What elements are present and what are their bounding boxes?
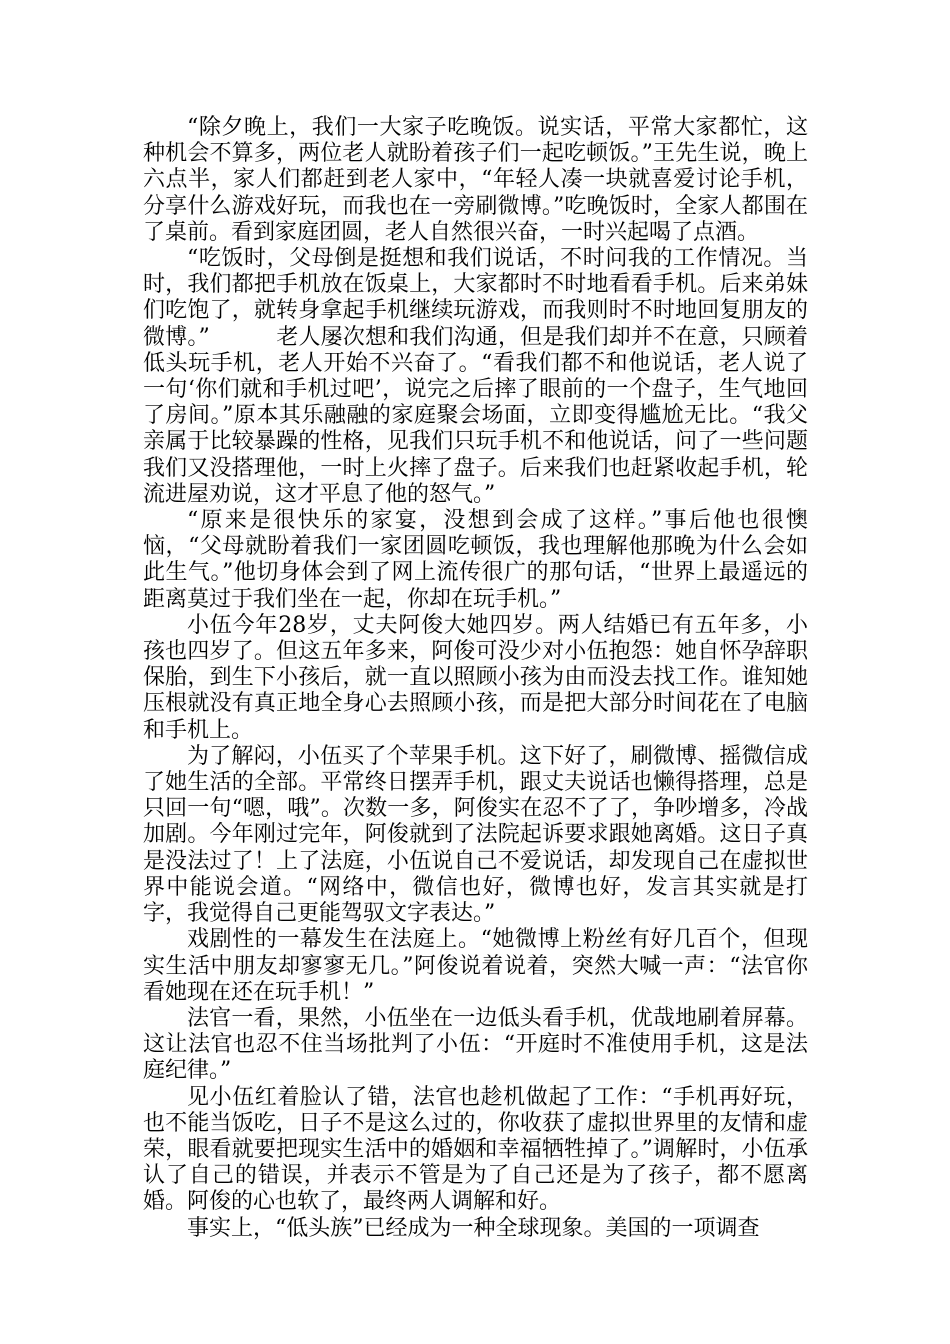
paragraph: “除夕晚上，我们一大家子吃晚饭。说实话，平常大家都忙，这种机会不算多，两位老人就盼着孩子们一起吃顿饭。”王先生说，晚上六点半，家人们都赶到老人家中，“年轻人凑一块就喜爱讨论手机，分享什么游戏好玩，而我也在一旁刷微博。”吃晚饭时，全家人都围在了桌前。看到家庭团圆，老人自然很兴奋，一时兴起喝了点酒。 — [143, 115, 808, 245]
paragraph: 戏剧性的一幕发生在法庭上。“她微博上粉丝有好几百个，但现实生活中朋友却寥寥无几。”阿俊说着说着，突然大喊一声：“法官你看她现在还在玩手机！” — [143, 927, 808, 1005]
paragraph: “原来是很快乐的家宴，没想到会成了这样。”事后他也很懊恼，“父母就盼着我们一家团圆吃顿饭，我也理解他那晚为什么会如此生气。”他切身体会到了网上流传很广的那句话，“世界上最遥远的距离莫过于我们坐在一起，你却在玩手机。” — [143, 508, 808, 612]
paragraph: 见小伍红着脸认了错，法官也趁机做起了工作：“手机再好玩，也不能当饭吃，日子不是这么过的，你收获了虚拟世界里的友情和虚荣，眼看就要把现实生活中的婚姻和幸福牺牲掉了。”调解时，小伍承认了自己的错误，并表示不管是为了自己还是为了孩子，都不愿离婚。阿俊的心也软了，最终两人调解和好。 — [143, 1084, 808, 1215]
paragraph: 事实上，“低头族”已经成为一种全球现象。美国的一项调查 — [187, 1215, 760, 1241]
article-body — [143, 115, 808, 1242]
paragraph: 小伍今年28岁，丈夫阿俊大她四岁。两人结婚已有五年多，小孩也四岁了。但这五年多来，阿俊可没少对小伍抱怨：她自怀孕辞职保胎，到生下小孩后，就一直以照顾小孩为由而没去找工作。谁知她压根就没有真正地全身心去照顾小孩，而是把大部分时间花在了电脑和手机上。 — [143, 612, 808, 743]
paragraph: 法官一看，果然，小伍坐在一边低头看手机，优哉地刷着屏幕。这让法官也忍不住当场批判了小伍：“开庭时不准使用手机，这是法庭纪律。” — [143, 1005, 808, 1084]
paragraph: “吃饭时，父母倒是挺想和我们说话，不时问我的工作情况。当时，我们都把手机放在饭桌上，大家都时不时地看看手机。后来弟妹们吃饱了，就转身拿起手机继续玩游戏，而我则时不时地回复朋友的微博。” 老人屡次想和我们沟通，但是我们却并不在意，只顾着低头玩手机，老人开始不兴奋了。“看我们都不和他说话，老人说了一句‘你们就和手机过吧’，说完之后摔了眼前的一个盘子，生气地回了房间。”原本其乐融融的家庭聚会场面，立即变得尴尬无比。“我父亲属于比较暴躁的性格，见我们只玩手机不和他说话，问了一些问题我们又没搭理他，一时上火摔了盘子。后来我们也赶紧收起手机，轮流进屋劝说，这才平息了他的怒气。” — [143, 246, 808, 507]
paragraph: 为了解闷，小伍买了个苹果手机。这下好了，刷微博、摇微信成了她生活的全部。平常终日摆弄手机，跟丈夫说话也懒得搭理，总是只回一句“嗯，哦”。次数一多，阿俊实在忍不了了，争吵增多，冷战加剧。今年刚过完年，阿俊就到了法院起诉要求跟她离婚。这日子真是没法过了！上了法庭，小伍说自己不爱说话，却发现自己在虚拟世界中能说会道。“网络中，微信也好，微博也好，发言其实就是打字，我觉得自己更能驾驭文字表达。” — [143, 743, 808, 927]
